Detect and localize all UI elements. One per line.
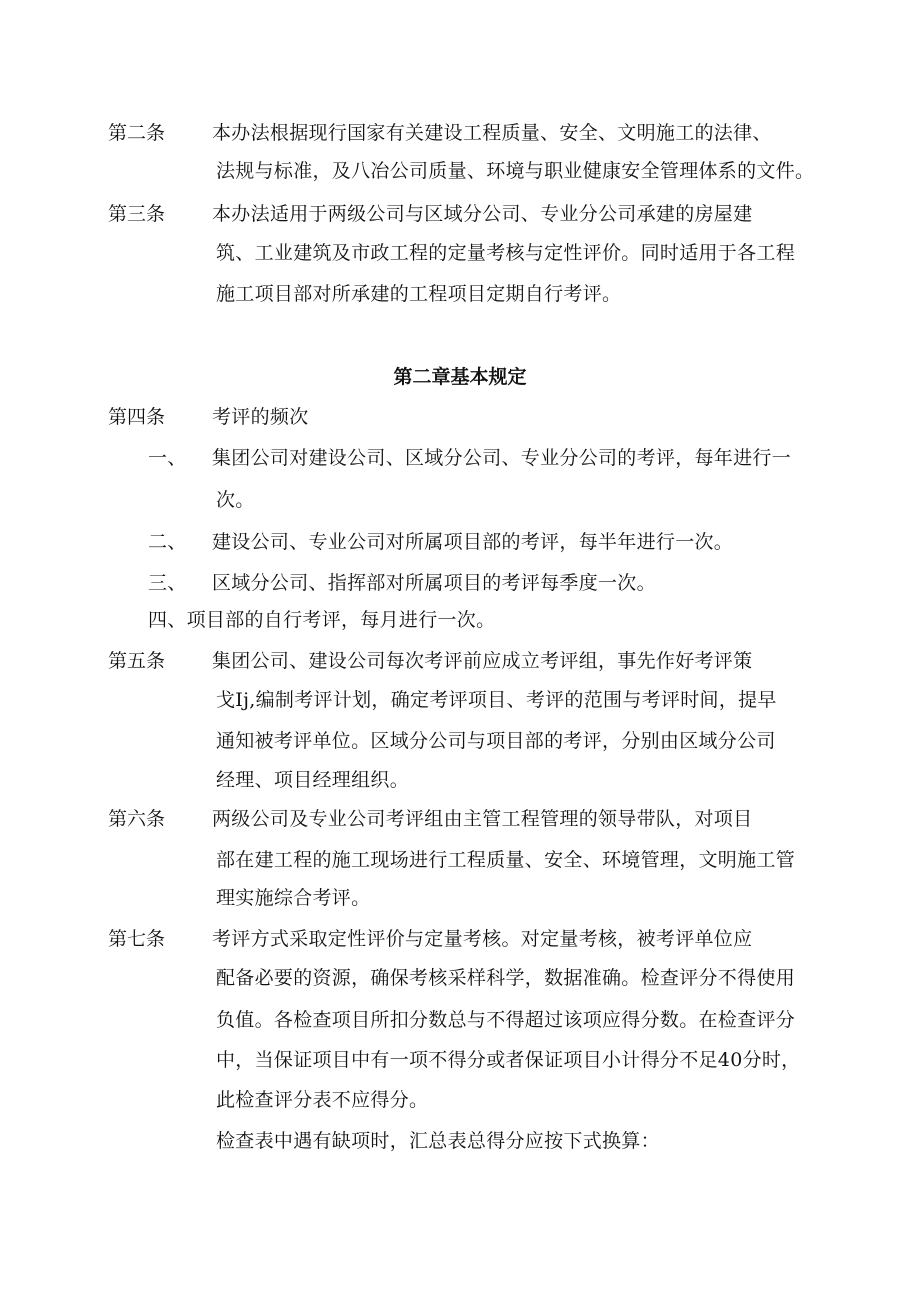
article-4-title: 考评的频次 — [212, 406, 309, 428]
article-7-line-5: 此检查评分表不应得分。 — [216, 1089, 429, 1111]
article-3-line-2: 筑、工业建筑及市政工程的定量考核与定性评价。同时适用于各工程 — [216, 242, 796, 264]
article-7-label: 第七条 — [108, 928, 166, 950]
article-7-line-1: 考评方式采取定性评价与定量考核。对定量考核，被考评单位应 — [212, 928, 753, 950]
item-2-number: 二、 — [148, 531, 187, 553]
article-5-line-4: 经理、项目经理组织。 — [216, 769, 410, 791]
chapter-heading: 第二章基本规定 — [393, 366, 527, 388]
item-1-line-1: 集团公司对建设公司、区域分公司、专业分公司的考评，每年进行一 — [212, 447, 792, 469]
article-2-line-2: 法规与标准，及八冶公司质量、环境与职业健康安全管理体系的文件。 — [216, 160, 815, 182]
article-7-line-6: 检查表中遇有缺项时，汇总表总得分应按下式换算： — [216, 1130, 660, 1152]
article-7-line-2: 配备必要的资源，确保考核采样科学，数据准确。检查评分不得使用 — [216, 967, 796, 989]
article-4-label: 第四条 — [108, 406, 166, 428]
article-5-line-3: 通知被考评单位。区域分公司与项目部的考评，分别由区域分公司 — [216, 730, 776, 752]
item-1-number: 一、 — [148, 447, 187, 469]
item-3-number: 三、 — [148, 572, 187, 594]
article-3-line-1: 本办法适用于两级公司与区域分公司、专业分公司承建的房屋建 — [212, 203, 753, 225]
item-4-line: 四、项目部的自行考评，每月进行一次。 — [148, 609, 496, 631]
article-5-line-2: 戈Ij,编制考评计划，确定考评项目、考评的范围与考评时间，提早 — [216, 689, 777, 711]
article-3-line-3: 施工项目部对所承建的工程项目定期自行考评。 — [216, 283, 622, 305]
article-3-label: 第三条 — [108, 203, 166, 225]
article-5-line-1: 集团公司、建设公司每次考评前应成立考评组，事先作好考评策 — [212, 650, 753, 672]
article-6-line-2: 部在建工程的施工现场进行工程质量、安全、环境管理，文明施工管 — [216, 849, 796, 871]
article-7-line-3: 负值。各检查项目所扣分数总与不得超过该项应得分数。在检查评分 — [216, 1009, 796, 1031]
article-7-line-4: 中，当保证项目中有一项不得分或者保证项目小计得分不足40分时， — [216, 1049, 801, 1071]
article-6-line-3: 理实施综合考评。 — [216, 887, 371, 909]
article-5-label: 第五条 — [108, 650, 166, 672]
item-1-line-2: 次。 — [216, 489, 255, 511]
article-6-line-1: 两级公司及专业公司考评组由主管工程管理的领导带队，对项目 — [212, 808, 753, 830]
article-2-label: 第二条 — [108, 122, 166, 144]
item-3-line-1: 区域分公司、指挥部对所属项目的考评每季度一次。 — [212, 572, 656, 594]
article-2-line-1: 本办法根据现行国家有关建设工程质量、安全、文明施工的法律、 — [212, 122, 772, 144]
article-6-label: 第六条 — [108, 808, 166, 830]
item-2-line-1: 建设公司、专业公司对所属项目部的考评，每半年进行一次。 — [212, 531, 734, 553]
